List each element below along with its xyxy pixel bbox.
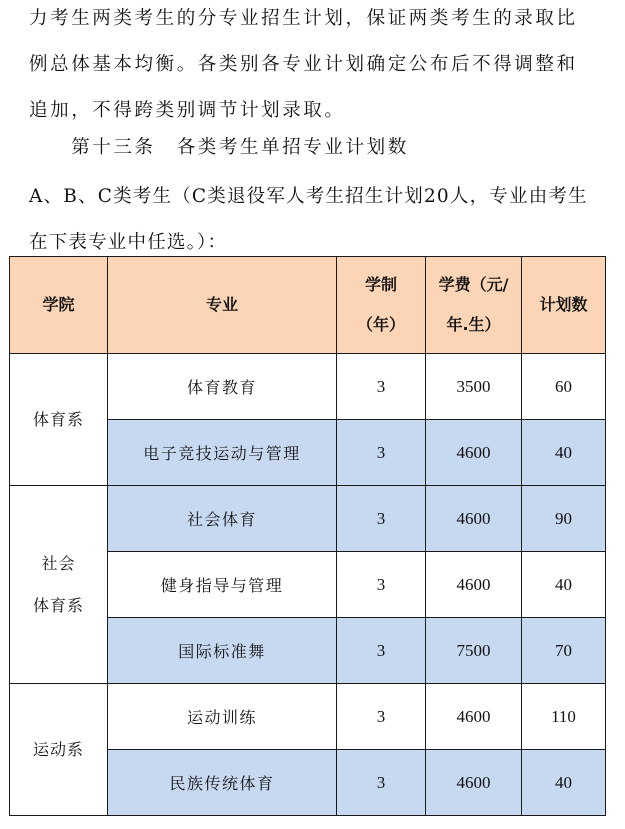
header-major: 专业	[108, 257, 337, 354]
plan-cell: 40	[522, 420, 606, 486]
enrollment-plan-table	[9, 256, 606, 816]
plan-cell: 110	[522, 684, 606, 750]
header-years-line2: （年）	[356, 315, 405, 334]
years-cell: 3	[337, 354, 426, 420]
header-years	[337, 257, 426, 354]
plan-cell: 60	[522, 354, 606, 420]
header-fee-line2: 年.生）	[446, 315, 501, 334]
major-cell: 运动训练	[108, 684, 337, 750]
table-row	[10, 684, 606, 750]
department-cell	[10, 486, 108, 684]
department-name: 体育系	[32, 409, 84, 429]
plan-cell: 70	[522, 618, 606, 684]
article-heading: 第十三条 各类考生单招专业计划数	[29, 137, 409, 158]
fee-cell: 4600	[426, 750, 522, 816]
fee-cell: 3500	[426, 354, 522, 420]
header-fee-line1: 学费（元/	[438, 275, 509, 294]
header-fee	[426, 257, 522, 354]
years-cell: 3	[337, 552, 426, 618]
major-cell: 社会体育	[108, 486, 337, 552]
plan-cell: 90	[522, 486, 606, 552]
paragraph-line-1: 力考生两类考生的分专业招生计划，保证两类考生的录取比	[29, 8, 578, 29]
header-plan: 计划数	[522, 257, 606, 354]
table-header-row	[10, 257, 606, 354]
department-name: 运动系	[32, 739, 84, 759]
header-years-line1: 学制	[364, 275, 397, 294]
department-name-line2: 体育系	[32, 595, 84, 615]
major-cell: 电子竞技运动与管理	[108, 420, 337, 486]
department-name-line1: 社会	[41, 553, 76, 573]
table-row	[10, 486, 606, 552]
fee-cell: 4600	[426, 552, 522, 618]
fee-cell: 4600	[426, 420, 522, 486]
paragraph-line-3: 追加，不得跨类别调节计划录取。	[29, 100, 346, 121]
fee-cell: 4600	[426, 486, 522, 552]
major-cell: 民族传统体育	[108, 750, 337, 816]
major-cell: 体育教育	[108, 354, 337, 420]
fee-cell: 4600	[426, 684, 522, 750]
paragraph-line-5: A、B、C类考生（C类退役军人考生招生计划20人，专业由考生	[29, 186, 588, 207]
fee-cell: 7500	[426, 618, 522, 684]
years-cell: 3	[337, 420, 426, 486]
table-row	[10, 354, 606, 420]
plan-cell: 40	[522, 750, 606, 816]
years-cell: 3	[337, 486, 426, 552]
department-cell	[10, 684, 108, 816]
paragraph-line-2: 例总体基本均衡。各类别各专业计划确定公布后不得调整和	[29, 54, 578, 75]
paragraph-line-6: 在下表专业中任选。）：	[29, 232, 228, 253]
years-cell: 3	[337, 750, 426, 816]
department-cell	[10, 354, 108, 486]
plan-cell: 40	[522, 552, 606, 618]
major-cell: 国际标准舞	[108, 618, 337, 684]
header-college: 学院	[10, 257, 108, 354]
years-cell: 3	[337, 618, 426, 684]
major-cell: 健身指导与管理	[108, 552, 337, 618]
years-cell: 3	[337, 684, 426, 750]
